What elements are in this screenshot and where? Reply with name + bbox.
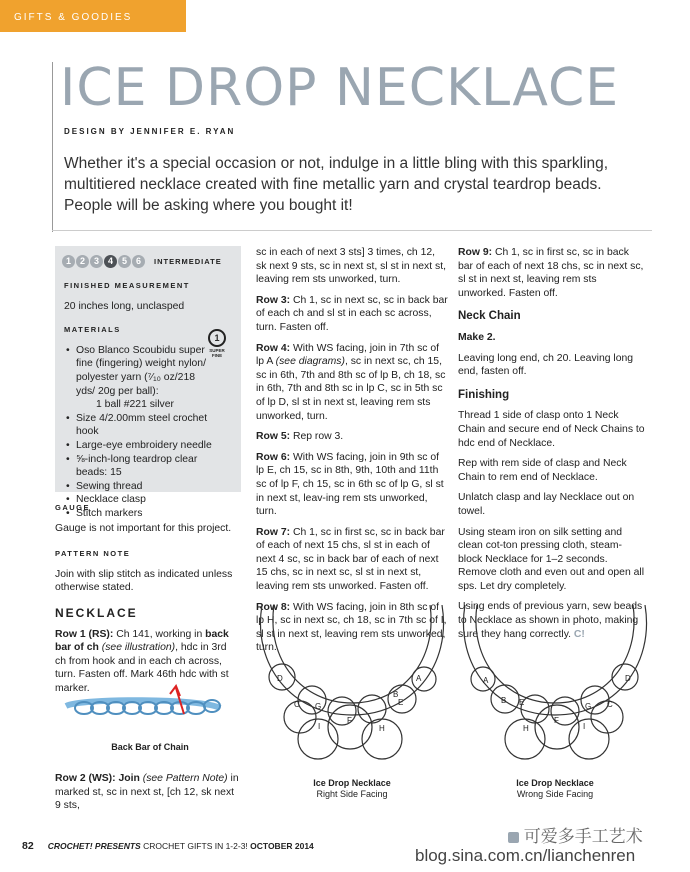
diagram-wrong-subtitle: Wrong Side Facing (516, 789, 594, 799)
row4-text-end: , sc in next sc, ch 15, sc in 6th, 7th and 8th sc of lp B, ch 18, sc in 6th, 7th and 8th sc in lp C, sc in 5th sc of lp D, sl st in next st, leaving rem sts unworked, turn. (256, 356, 446, 422)
finishing-head: Finishing (458, 388, 510, 401)
pattern-note-head: PATTERN NOTE (55, 549, 131, 559)
row2 (55, 772, 240, 813)
row6 (256, 451, 448, 519)
label-d: D (277, 674, 283, 683)
watermark-logo (508, 822, 643, 847)
row2-cont: sc in each of next 3 sts] 3 times, ch 12, sk next 9 sts, sc in next st, sl st in next st, leaving rem sts unworked, turn. (256, 247, 446, 286)
label-c: C (607, 700, 613, 709)
middle-column (256, 246, 448, 662)
finishing-step: Thread 1 side of clasp onto 1 Neck Chain and secure end of Neck Chains to hdc end of Necklace. (458, 410, 645, 449)
row6-text: With WS facing, join in 9th sc of lp E, ch 15, sc in 8th, 9th, 10th and 11th sc of lp F, ch 15, sc in 6th sc of lp G, sl st in next st, leav-ing rem sts unworked, turn. (256, 451, 444, 518)
finishing-text: Using ends of previous yarn, sew beads to Necklace as shown in photo, making sure they hang correctly. (458, 601, 643, 640)
row9 (458, 246, 646, 300)
materials-list (64, 344, 214, 521)
gauge-text: Gauge is not important for this project. (55, 522, 232, 534)
watermark-url: blog.sina.com.cn/lianchenren (415, 846, 636, 865)
diagram-right-subtitle: Right Side Facing (316, 789, 388, 799)
loop-g (284, 701, 316, 733)
page-number: 82 (22, 840, 34, 852)
row3 (256, 294, 448, 335)
loop-c (298, 686, 326, 714)
row2-text: in marked st, sc in next st, [ch 12, sk next 9 sts, (55, 773, 239, 812)
diagram-right-caption (282, 778, 422, 800)
label-a: A (483, 676, 489, 685)
row7-text: Ch 1, sc in first sc, sc in back bar of each of next 15 chs, sl st in each of next 4 sc, sc in back bar of each of next 15 chs, sc in next sc, sl st in next st, leaving rem sts unworked. Fasten off. (256, 526, 445, 593)
illustration-caption: Back Bar of Chain (111, 742, 189, 752)
material-item: • Sewing thread (64, 480, 214, 494)
row5 (256, 430, 448, 444)
materials-head: MATERIALS (64, 325, 121, 335)
row7 (256, 526, 448, 594)
row9-text: Ch 1, sc in first sc, sc in back bar of each of next 18 chs, sc in next sc, sl st in next st, leaving rem sts unworked. Fasten off. (458, 247, 644, 299)
make-count: Make 2. (458, 331, 496, 343)
row1-ref: (see illustration) (98, 642, 176, 654)
yarn-weight-caption: SUPER FINE (209, 348, 225, 358)
skill-level (62, 255, 222, 268)
material-item: • ⅝-inch-long teardrop clear beads: 15 (64, 453, 214, 480)
necklace-head: NECKLACE (55, 605, 138, 620)
row5-text: Rep row 3. (290, 431, 344, 443)
publication-name: CROCHET! PRESENTS (47, 841, 141, 851)
finished-head: FINISHED MEASUREMENT (64, 281, 190, 290)
skill-level-2: 2 (76, 255, 89, 268)
section-tab (0, 0, 186, 32)
diagram-right-title: Ice Drop Necklace (313, 778, 391, 788)
skill-level-3: 3 (90, 255, 103, 268)
label-i: I (583, 722, 586, 731)
label-a: A (416, 674, 422, 683)
label-f: F (554, 716, 559, 725)
left-column (55, 501, 240, 703)
diagram-right-side (252, 605, 452, 775)
label-f: F (347, 716, 352, 725)
material-item: • Size 4/2.00mm steel crochet hook (64, 412, 214, 439)
yarn-weight-number: 1 (208, 329, 226, 347)
neck-chain-head: Neck Chain (458, 310, 521, 323)
row8-label: Row 8: (256, 601, 291, 613)
material-item: • Stitch markers (64, 507, 214, 521)
gauge-head: GAUGE (55, 503, 91, 512)
row2-label: Row 2 (WS): Join (55, 773, 140, 784)
material-item: • Necklace clasp (64, 493, 214, 507)
inner-loop (476, 605, 634, 703)
row5-label: Row 5: (256, 431, 291, 443)
finishing-step: Rep with rem side of clasp and Neck Chain to rem end of Necklace. (458, 458, 627, 483)
row3-label: Row 3: (256, 294, 291, 306)
label-h: H (379, 724, 385, 733)
row9-label: Row 9: (458, 247, 493, 258)
row8-text: With WS facing, join in 8th sc of lp H, sc in next sc, ch 18, sc in 7th sc of I, sl st in next st, leaving rem sts unworked, turn. (256, 601, 447, 654)
material-yarn-sub: 1 ball #221 silver (96, 399, 174, 411)
material-yarn: • Oso Blanco Scoubidu super fine (fingering) weight nylon/ polyester yarn (⁷⁄₁₀ oz/218 yds/ 20g per ball): (64, 344, 214, 398)
neck-chain-text: Leaving long end, ch 20. Leaving long end, fasten off. (458, 352, 634, 378)
skill-level-4: 4 (104, 255, 117, 268)
info-column (64, 279, 214, 521)
label-h: H (523, 724, 529, 733)
label-g: G (585, 702, 592, 711)
skill-level-5: 5 (118, 255, 131, 268)
diagram-wrong-title: Ice Drop Necklace (516, 778, 594, 788)
finishing-step: Unlatch clasp and lay Necklace out on towel. (458, 492, 635, 517)
row1-text-end: , hdc in 3rd ch from hook and in each ch across, turn. Fasten off. Mark 46th hdc with st marker. (55, 642, 229, 694)
label-b: B (501, 696, 507, 705)
row4-text: With WS facing, join in 7th sc of lp A (256, 342, 440, 368)
divider (52, 230, 652, 231)
finishing-step: Using steam iron on silk setting and clean cot-ton pressing cloth, steam-block Necklace for 1–2 seconds. Remove cloth and even out and open all sps. Let dry completely. (458, 526, 645, 592)
row2-block (55, 772, 240, 820)
row6-label: Row 6: (256, 451, 291, 463)
label-g: G (315, 702, 322, 711)
row3-text: Ch 1, sc in next sc, sc in back bar of each ch and sl st in each sc across, turn. Fasten off. (256, 294, 448, 333)
row4-ref: (see diagrams) (275, 356, 345, 368)
row4 (256, 342, 448, 424)
row2-ref: (see Pattern Note) (139, 773, 228, 784)
label-c: C (294, 700, 300, 709)
row7-label: Row 7: (256, 526, 291, 538)
right-column (458, 246, 646, 648)
arrow-head-icon (170, 686, 180, 696)
label-b: B (393, 690, 399, 699)
skill-level-1: 1 (62, 255, 75, 268)
label-i: I (318, 722, 321, 731)
end-mark: C! (573, 628, 585, 640)
skill-level-6: 6 (132, 255, 145, 268)
row1-bold: back bar of ch (55, 628, 229, 654)
material-item: • Large-eye embroidery needle (64, 439, 214, 453)
row4-label: Row 4: (256, 342, 291, 354)
back-bar-illustration (62, 684, 232, 734)
pattern-note-text: Join with slip stitch as indicated unless otherwise stated. (55, 568, 233, 594)
diagram-wrong-side (455, 605, 655, 775)
page-footer (22, 840, 314, 852)
label-e: E (519, 698, 525, 707)
inner-loop (273, 605, 431, 703)
section-tab-label: GIFTS & GOODIES (14, 12, 133, 23)
label-e: E (398, 698, 404, 707)
row1-label: Row 1 (RS): (55, 628, 114, 640)
label-d: D (625, 674, 631, 683)
title-rule (52, 62, 53, 232)
diagram-wrong-caption (485, 778, 625, 800)
weibo-icon (508, 832, 519, 843)
intro-text: Whether it's a special occasion or not, indulge in a little bling with this sparkling, multitiered necklace created with fine metallic yarn and crystal teardrop beads. People will be asking where you bought it! (64, 155, 609, 214)
page-title: ICE DROP NECKLACE (60, 58, 620, 118)
skill-label: INTERMEDIATE (154, 257, 222, 266)
byline: DESIGN BY JENNIFER E. RYAN (64, 127, 236, 136)
publication-issue: CROCHET GIFTS IN 1-2-3! (140, 841, 251, 851)
watermark-name: 可爱多手工艺术 (523, 827, 643, 846)
publication-date: OCTOBER 2014 (250, 841, 314, 851)
row1-text: Ch 141, working in (113, 628, 206, 640)
yarn-weight-icon (208, 329, 226, 358)
finished-text: 20 inches long, unclasped (64, 300, 185, 312)
